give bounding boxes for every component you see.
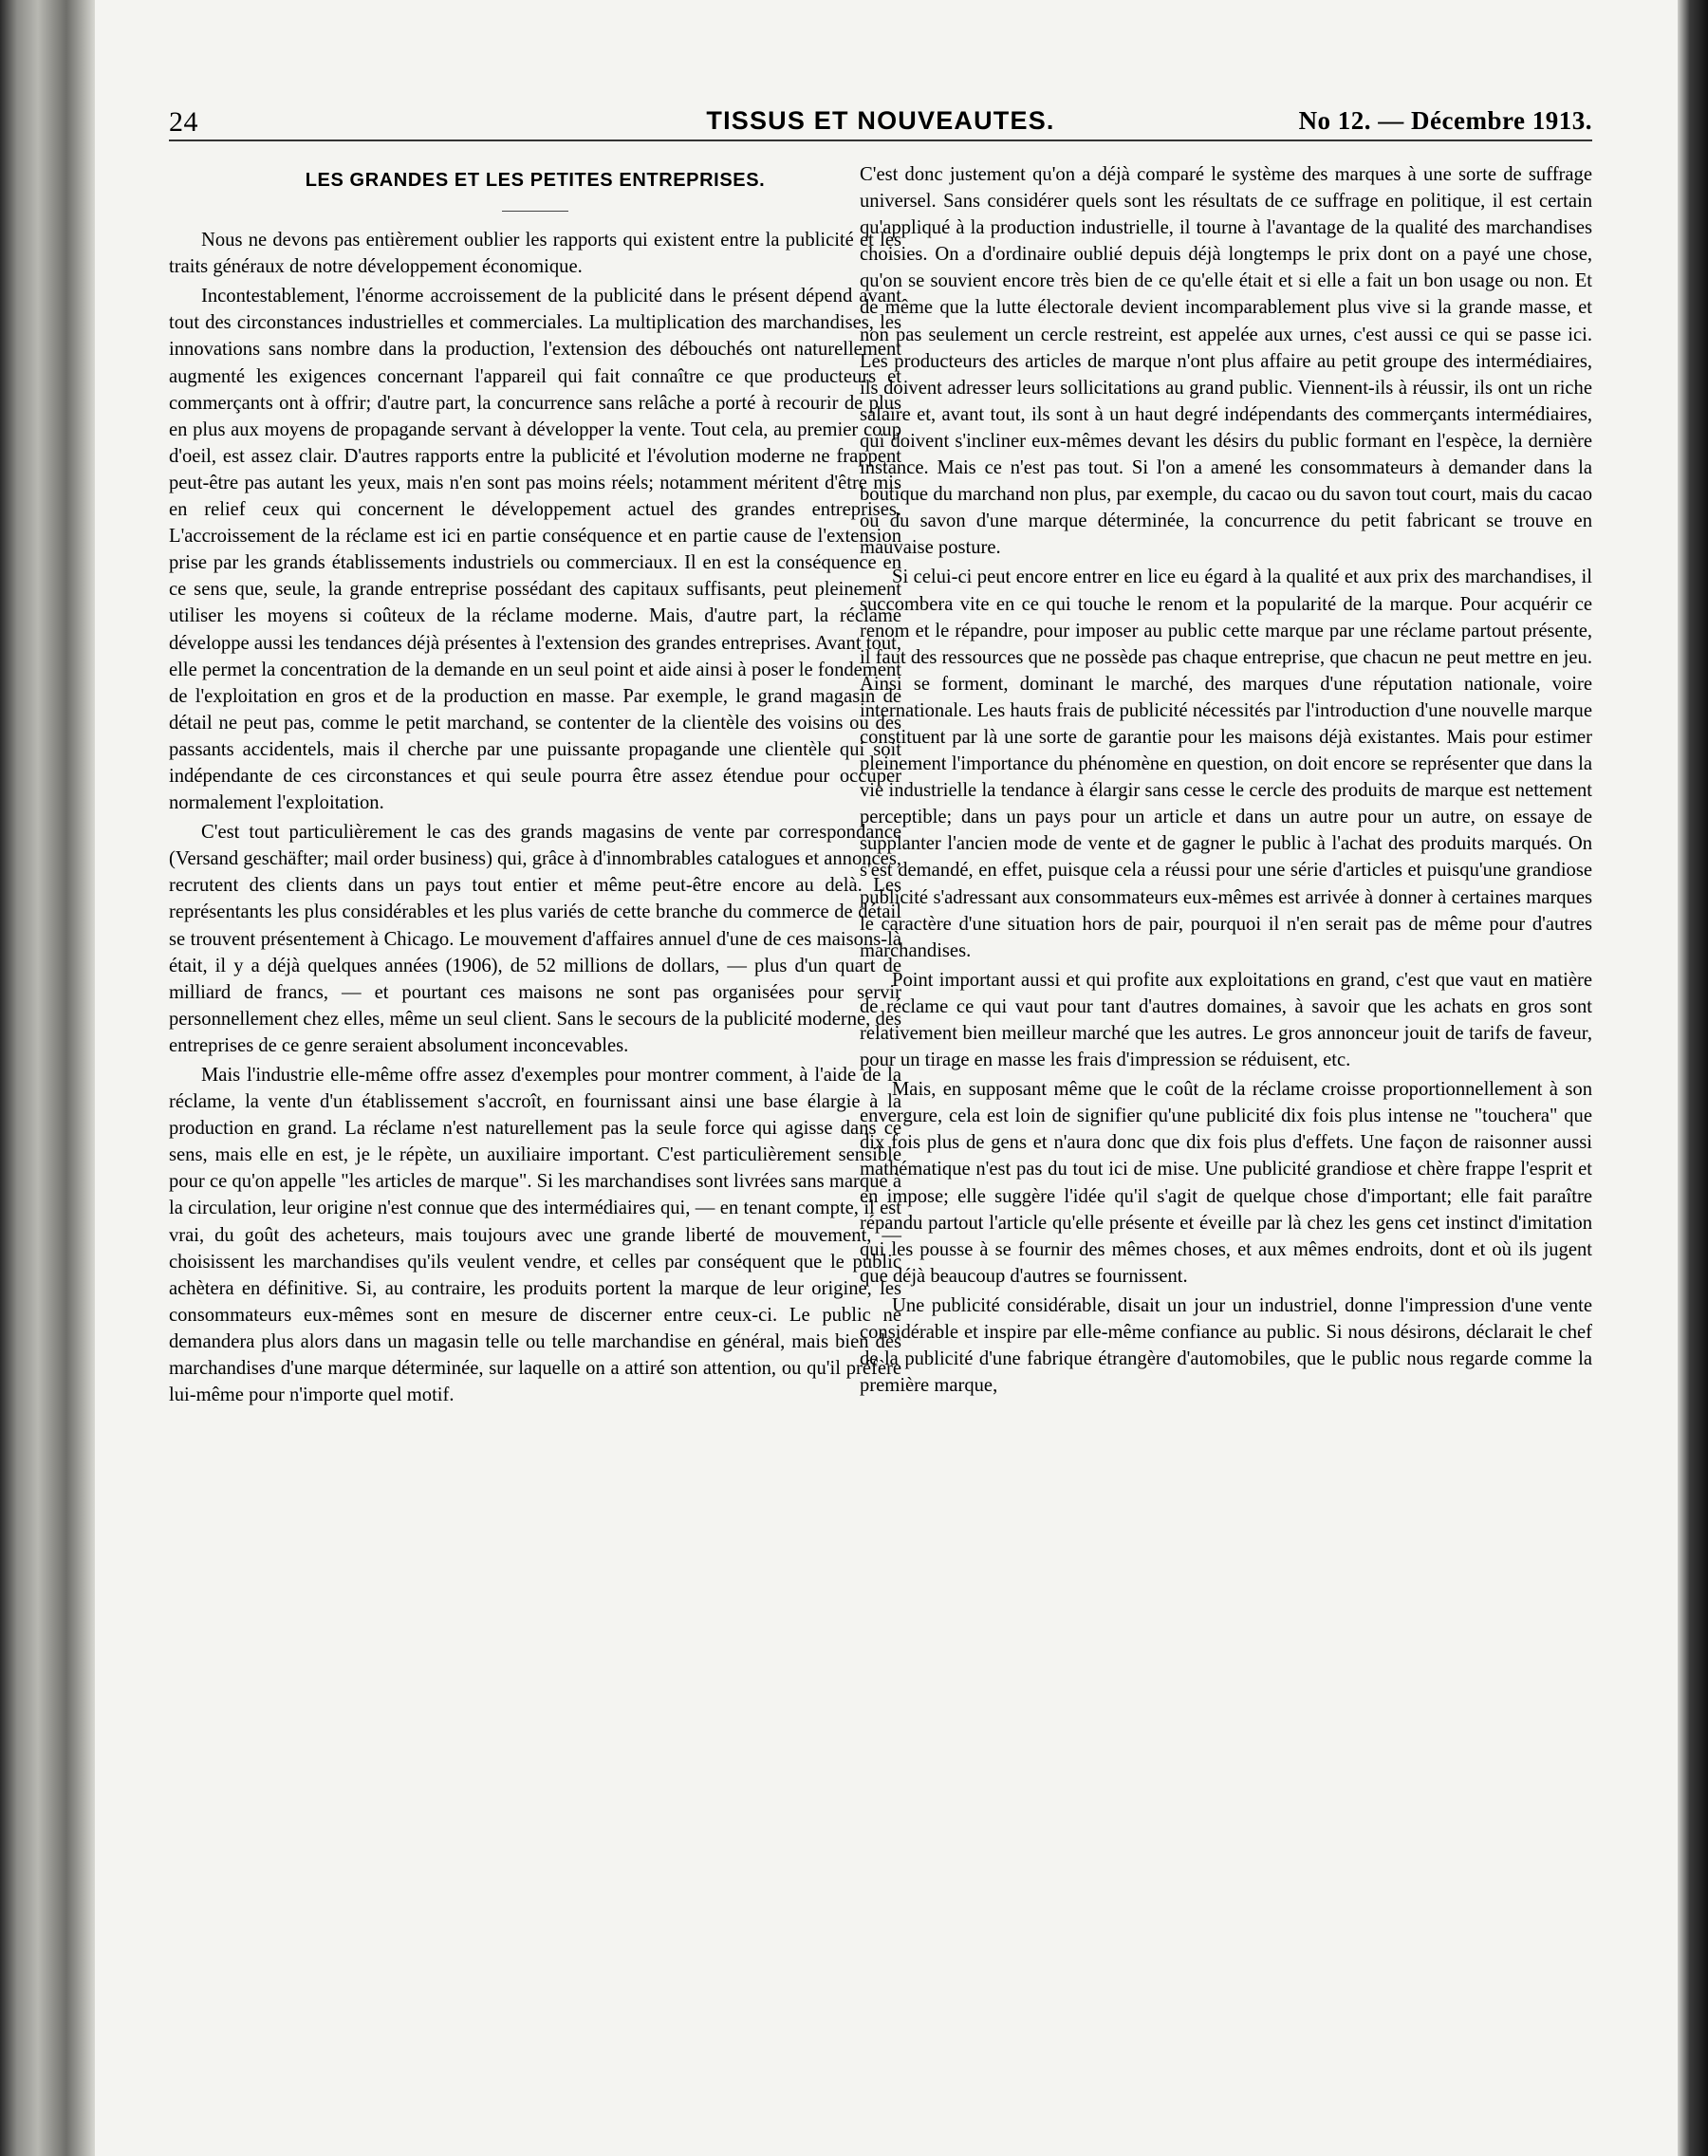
paragraph: Point important aussi et qui profite aux exploitations en grand, c'est que vaut en matière de réclame ce qui vaut pour tant d'autres domaines, à savoir que les achats en gros sont relativement bien meilleur marché que les autres. Le gros annonceur jouit de tarifs de faveur, pour un tirage en masse les frais d'impression se réduisent, etc.: [860, 969, 1592, 1071]
page-number: 24: [169, 106, 198, 138]
journal-title: TISSUS ET NOUVEAUTES.: [706, 106, 1055, 135]
title-separator: [502, 211, 568, 212]
right-column: [860, 161, 1592, 1402]
paragraph: Nous ne devons pas entièrement oublier les rapports qui existent entre la publicité et les traits généraux de notre développement économique.: [169, 230, 901, 278]
paragraph: C'est donc justement qu'on a déjà comparé le système des marques à une sorte de suffrage universel. Sans considérer quels sont les résultats de ce suffrage en politique, il est certain qu'appliqué à la production industrielle, il tourne à l'avantage de la qualité des marchandises choisies. On a d'ordinaire oublié depuis déjà longtemps le prix dont on a payé une chose, qu'on se souvient encore très bien de ce qu'elle était et si elle a fait un bon usage ou non. Et de même que la lutte électorale devient incomparablement plus vive si la grande masse, et non pas seulement un cercle restreint, est appelée aux urnes, c'est aussi ce qui se passe ici. Les producteurs des articles de marque n'ont plus affaire au petit groupe des intermédiaires, ils doivent adresser leurs sollicitations au grand public. Viennent-ils à réussir, ils ont un riche salaire et, avant tout, ils sont à un haut degré indépendants des commerçants intermédiaires, qui doivent s'incliner eux-mêmes devant les désirs du public formant en l'espèce, la dernière instance. Mais ce n'est pas tout. Si l'on a amené les consommateurs à demander dans la boutique du marchand non plus, par exemple, du cacao ou du savon tout court, mais du cacao ou du savon d'une marque déterminée, la concurrence du petit fabricant se trouve en mauvaise posture.: [860, 164, 1592, 559]
paragraph: Mais l'industrie elle-même offre assez d'exemples pour montrer comment, à l'aide de la réclame, la vente d'un établissement s'accroît, en fournissant ainsi une base élargie à la production en grand. La réclame n'est naturellement pas la seule force qui agisse dans ce sens, mais elle en est, je le répète, un auxiliaire important. C'est particulièrement sensible pour ce qu'on appelle "les articles de marque". Si les marchandises sont livrées sans marque à la circulation, leur origine n'est connue que des intermédiaires qui, — en tenant compte, il est vrai, du goût des acheteurs, mais toujours avec une grande liberté de mouvement, — choisissent les marchandises qu'ils veulent vendre, et celles par conséquent que le public achètera en définitive. Si, au contraire, les produits portent la marque de leur origine, les consommateurs eux-mêmes sont en mesure de discerner entre ceux-ci. Le public ne demandera plus alors dans un magasin telle ou telle marchandise en général, mais bien des marchandises d'une marque déterminée, sur laquelle on a attiré son attention, ou qu'il préfère lui-même pour n'importe quel motif.: [169, 1065, 901, 1406]
book-page-edges: [0, 0, 95, 2156]
paragraph: Une publicité considérable, disait un jour un industriel, donne l'impression d'une vente considérable et inspire par elle-même confiance au public. Si nous désirons, déclarait le chef de la publicité d'une fabrique étrangère d'automobiles, que le public nous regarde comme la première marque,: [860, 1294, 1592, 1397]
binding-shadow: [1678, 0, 1708, 2156]
paragraph: Si celui-ci peut encore entrer en lice eu égard à la qualité et aux prix des marchandises, il succombera vite en ce qui touche le renom et la popularité de la marque. Pour acquérir ce renom et le répandre, pour imposer au public cette marque par une réclame partout présente, il faut des ressources que ne possède pas chaque entreprise, que chacun ne peut mettre en jeu. Ainsi se forment, dominant le marché, des marques d'une réputation nationale, voire internationale. Les hauts frais de publicité nécessités par l'introduction d'une nouvelle marque constituent par là une sorte de garantie pour les maisons déjà existantes. Mais pour estimer pleinement l'importance du phénomène en question, on doit encore se représenter que dans la vie industrielle la tendance à élargir sans cesse le cercle des produits de marque est nettement perceptible; dans un pays pour un article et dans un autre pour un autre, on essaye de supplanter l'ancien mode de vente et de gagner le public à l'achat des produits marqués. On s'est demandé, en effet, puisque cela a réussi pour une série d'articles et puisqu'une grandiose publicité s'adressant aux consommateurs eux-mêmes est arrivée à donner à certaines marques le caractère d'une situation hors de pair, pourquoi il n'en serait pas de même pour d'autres marchandises.: [860, 567, 1592, 961]
left-column: [169, 161, 901, 1411]
paragraph: Incontestablement, l'énorme accroissement de la publicité dans le présent dépend avant tout des circonstances industrielles et commerciales. La multiplication des marchandises, les innovations sans nombre dans la production, l'extension des débouchés ont naturellement augmenté les exigences concernant l'appareil qui fait connaître ce que producteurs et commerçants ont à offrir; d'autre part, la concurrence sans relâche a porté à recourir de plus en plus aux moyens de propagande servant à développer la vente. Tout cela, au premier coup d'oeil, est assez clair. D'autres rapports entre la publicité et l'évolution moderne ne frappent peut-être pas autant les yeux, mais n'en sont pas moins réels; notamment méritent d'être mis en relief ceux qui concernent le développement actuel des grandes entreprises. L'accroissement de la réclame est ici en partie conséquence et en partie cause de l'extension prise par les grands établissements industriels ou commerciaux. Il en est la conséquence en ce sens que, seule, la grande entreprise possédant des capitaux suffisants, peut pleinement utiliser les moyens si coûteux de la réclame moderne. Mais, d'autre part, la réclame développe aussi les tendances déjà présentes à l'extension des grandes entreprises. Avant tout, elle permet la concentration de la demande en un seul point et aide ainsi à poser le fondement de l'exploitation en gros et de la production en masse. Par exemple, le grand magasin de détail ne peut pas, comme le petit marchand, se contenter de la clientèle des voisins ou des passants accidentels, mais il cherche par une puissante propagande une clientèle qui soit indépendante de ces circonstances et qui seule pourra être assez étendue pour occuper normalement l'exploitation.: [169, 286, 901, 814]
paragraph: C'est tout particulièrement le cas des grands magasins de vente par correspondance (Versand geschäfter; mail order business) qui, grâce à d'innombrables catalogues et annonces, recrutent des clients dans un pays tout entier et même peut-être encore au delà. Les représentants les plus considérables et les plus variés de cette branche du commerce de détail se trouvent présentement à Chicago. Le mouvement d'affaires annuel d'une de ces maisons-là était, il y a déjà quelques années (1906), de 52 millions de dollars, — plus d'un quart de milliard de francs, — et pourtant ces maisons ne sont pas organisées pour servir personnellement chez elles, même un seul client. Sans le secours de la publicité moderne, des entreprises de ce genre seraient absolument inconcevables.: [169, 822, 901, 1056]
article-title: LES GRANDES ET LES PETITES ENTREPRISES.: [305, 170, 766, 191]
running-header: [169, 102, 1592, 140]
issue-date: No 12. — Décembre 1913.: [1298, 106, 1592, 135]
paragraph: Mais, en supposant même que le coût de la réclame croisse proportionnellement à son envergure, cela est loin de signifier qu'une publicité dix fois plus intense ne "touchera" que dix fois plus de gens et n'aura donc que dix fois plus d'effets. Une façon de raisonner aussi mathématique n'est pas du tout ici de mise. Une publicité grandiose et chère frappe l'esprit et en impose; elle suggère l'idée qu'il s'agit de quelque chose d'important; elle fait paraître répandu partout l'article qu'elle présente et éveille par là chez les gens cet instinct d'imitation qui les pousse à se fournir des mêmes choses, et aux mêmes endroits, dont et où ils jugent que déjà beaucoup d'autres se fournissent.: [860, 1079, 1592, 1287]
header-rule: [169, 139, 1592, 141]
